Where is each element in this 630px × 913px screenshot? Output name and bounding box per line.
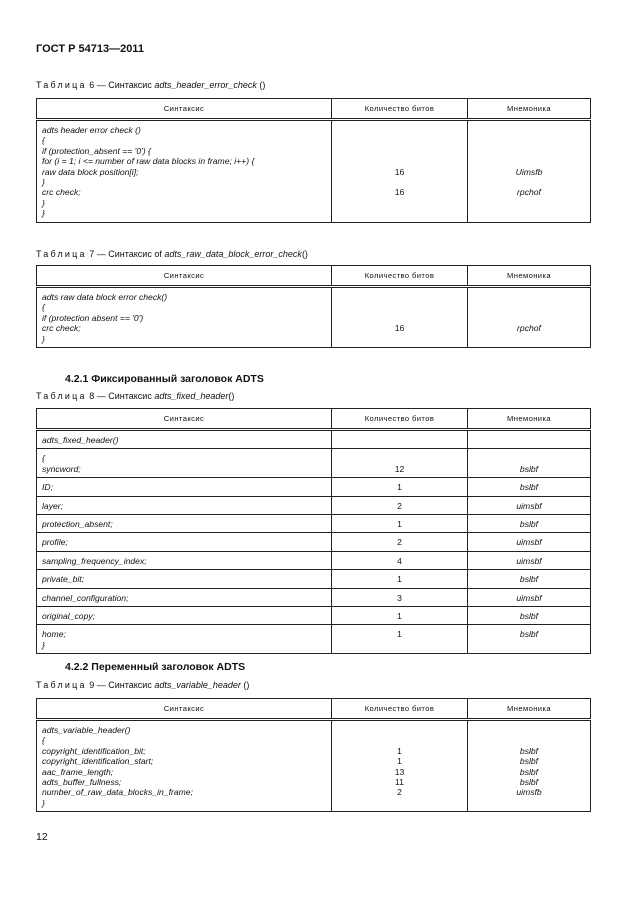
syntax-text: }: [42, 197, 45, 208]
table-row: [37, 287, 591, 348]
syntax-text: {: [42, 302, 45, 313]
bits-cell: [332, 514, 468, 532]
table-7: [36, 265, 591, 348]
mnemonic-text: [473, 798, 585, 808]
column-header-mnemonic: Мнемоника: [468, 266, 591, 287]
bits-text: 16: [394, 323, 405, 334]
syntax-cell: [37, 478, 332, 496]
syntax-cell: [37, 287, 332, 348]
table-header-row: [37, 99, 591, 120]
syntax-text: aac_frame_length;: [42, 766, 114, 777]
bits-cell: [332, 449, 468, 478]
column-header-syntax: Синтаксис: [37, 266, 332, 287]
bits-text: [337, 640, 462, 650]
mnemonic-text: [473, 334, 585, 344]
mnemonic-text: [473, 292, 585, 302]
mnemonic-text: [473, 198, 585, 208]
bits-text: [337, 302, 462, 312]
syntax-text: }: [42, 639, 45, 650]
mnemonic-cell: [468, 287, 591, 348]
bits-text: 11: [395, 776, 404, 787]
syntax-text: {: [42, 135, 45, 146]
section-heading-4-2-1: 4.2.1 Фиксированный заголовок ADTS: [65, 373, 264, 385]
syntax-cell: [37, 588, 332, 606]
syntax-text: home;: [42, 629, 66, 640]
page-number: 12: [36, 831, 48, 843]
mnemonic-cell: [468, 449, 591, 478]
mnemonic-cell: [468, 478, 591, 496]
syntax-text: ID;: [42, 482, 53, 493]
bits-text: 1: [397, 574, 402, 585]
mnemonic-cell: [468, 720, 591, 812]
mnemonic-text: [473, 135, 585, 145]
mnemonic-text: bslbf: [519, 766, 539, 777]
caption-num: 6 — Синтаксис: [89, 80, 152, 90]
column-header-syntax: Синтаксис: [37, 699, 332, 720]
table-row: [37, 625, 591, 654]
column-header-mnemonic: Мнемоника: [468, 409, 591, 430]
table-9-caption: [36, 680, 249, 690]
mnemonic-text: [473, 640, 585, 650]
bits-cell: [332, 430, 468, 449]
bits-text: 4: [397, 555, 402, 566]
syntax-text: syncword;: [42, 463, 81, 474]
mnemonic-cell: [468, 606, 591, 624]
syntax-text: adts raw data block error check(): [42, 292, 168, 302]
bits-text: 16: [394, 166, 405, 177]
syntax-text: adts_variable_header(): [42, 725, 131, 735]
syntax-text: layer;: [42, 500, 64, 511]
column-header-bits: Количество битов: [332, 266, 468, 287]
caption-num: 9 — Синтаксис: [89, 680, 152, 690]
mnemonic-text: [473, 435, 585, 445]
mnemonic-cell: [468, 120, 591, 223]
syntax-text: profile;: [42, 537, 68, 548]
mnemonic-cell: [468, 625, 591, 654]
caption-tail: (): [240, 680, 250, 690]
syntax-text: {: [42, 735, 45, 746]
mnemonic-text: Uimsfb: [515, 166, 543, 177]
document-header: ГОСТ Р 54713—2011: [36, 43, 144, 55]
syntax-text: if (protection absent == '0'): [42, 312, 144, 323]
mnemonic-text: [473, 146, 585, 156]
syntax-text: adts_buffer_fullness;: [42, 776, 122, 787]
bits-text: 1: [397, 518, 402, 529]
table-9: [36, 698, 591, 812]
column-header-mnemonic: Мнемоника: [468, 99, 591, 120]
syntax-text: sampling_frequency_index;: [42, 555, 147, 566]
column-header-syntax: Синтаксис: [37, 409, 332, 430]
table-row: [37, 514, 591, 532]
bits-text: [337, 725, 462, 735]
bits-cell: [332, 496, 468, 514]
table-row: [37, 449, 591, 478]
caption-word: Таблица: [36, 249, 87, 259]
bits-text: [337, 453, 462, 463]
column-header-bits: Количество битов: [332, 699, 468, 720]
bits-text: [337, 435, 462, 445]
syntax-cell: [37, 514, 332, 532]
mnemonic-text: [473, 125, 585, 135]
syntax-text: adts header error check (): [42, 125, 141, 135]
caption-name: adts_header_error_check: [154, 80, 257, 90]
caption-tail: (): [301, 249, 308, 259]
syntax-cell: [37, 570, 332, 588]
table-row: [37, 120, 591, 223]
caption-word: Таблица: [36, 680, 87, 690]
table-row: [37, 720, 591, 812]
syntax-text: copyright_identification_start;: [42, 756, 154, 767]
syntax-text: adts_fixed_header(): [42, 435, 119, 445]
table-header-row: [37, 266, 591, 287]
syntax-text: }: [42, 797, 45, 808]
syntax-text: }: [42, 176, 45, 187]
column-header-mnemonic: Мнемоника: [468, 699, 591, 720]
syntax-text: }: [42, 208, 45, 219]
mnemonic-cell: [468, 496, 591, 514]
syntax-cell: [37, 449, 332, 478]
caption-name: adts_fixed_header: [154, 391, 229, 401]
bits-cell: [332, 551, 468, 569]
table-8: [36, 408, 591, 654]
mnemonic-text: [473, 177, 585, 187]
column-header-bits: Количество битов: [332, 409, 468, 430]
section-heading-4-2-2: 4.2.2 Переменный заголовок ADTS: [65, 661, 246, 673]
mnemonic-cell: [468, 570, 591, 588]
mnemonic-text: [473, 453, 585, 463]
syntax-text: channel_configuration;: [42, 592, 129, 603]
mnemonic-text: bslbf: [519, 745, 539, 756]
bits-text: 2: [397, 500, 402, 511]
bits-text: 1: [397, 629, 402, 640]
bits-text: [337, 125, 462, 135]
caption-word: Таблица: [36, 80, 87, 90]
syntax-cell: [37, 625, 332, 654]
table-6-caption: [36, 80, 265, 90]
bits-cell: [332, 570, 468, 588]
table-header-row: [37, 409, 591, 430]
table-row: [37, 570, 591, 588]
bits-cell: [332, 287, 468, 348]
bits-cell: [332, 120, 468, 223]
syntax-text: private_bit;: [42, 574, 85, 585]
syntax-cell: [37, 496, 332, 514]
bits-text: [337, 146, 462, 156]
bits-cell: [332, 533, 468, 551]
caption-word: Таблица: [36, 391, 87, 401]
table-row: [37, 496, 591, 514]
mnemonic-text: uimsbf: [516, 500, 542, 511]
mnemonic-text: [473, 735, 585, 745]
syntax-cell: [37, 551, 332, 569]
column-header-bits: Количество битов: [332, 99, 468, 120]
caption-name: adts_raw_data_block_error_check: [164, 249, 302, 259]
table-row: [37, 533, 591, 551]
bits-text: 1: [397, 482, 402, 493]
mnemonic-text: uimsfb: [516, 787, 542, 798]
mnemonic-cell: [468, 533, 591, 551]
table-6: [36, 98, 591, 223]
bits-text: [337, 735, 462, 745]
table-7-caption: [36, 249, 308, 259]
syntax-text: if (protection_absent == '0') {: [42, 145, 151, 156]
mnemonic-cell: [468, 430, 591, 449]
syntax-cell: [37, 720, 332, 812]
table-row: [37, 478, 591, 496]
syntax-cell: [37, 120, 332, 223]
mnemonic-text: bslbf: [519, 629, 539, 640]
bits-text: 2: [397, 537, 402, 548]
table-row: [37, 588, 591, 606]
bits-text: [337, 798, 462, 808]
table-8-caption: [36, 391, 234, 401]
mnemonic-text: bslbf: [519, 756, 539, 767]
bits-text: 3: [397, 592, 402, 603]
table-row: [37, 606, 591, 624]
syntax-cell: [37, 533, 332, 551]
mnemonic-text: bslbf: [519, 776, 539, 787]
bits-cell: [332, 720, 468, 812]
bits-text: 1: [397, 756, 402, 767]
syntax-text: copyright_identification_bit;: [42, 745, 146, 756]
bits-text: [337, 292, 462, 302]
mnemonic-text: [473, 208, 585, 218]
bits-text: 13: [394, 766, 405, 777]
mnemonic-cell: [468, 551, 591, 569]
syntax-cell: [37, 606, 332, 624]
bits-text: 16: [394, 187, 405, 198]
syntax-text: }: [42, 333, 45, 344]
mnemonic-text: [473, 725, 585, 735]
syntax-text: for (i = 1; i <= number of raw data blocks in frame; i++) {: [42, 156, 255, 167]
bits-text: 12: [394, 463, 405, 474]
syntax-text: number_of_raw_data_blocks_in_frame;: [42, 787, 193, 798]
syntax-text: raw data block position[i];: [42, 166, 139, 177]
bits-cell: [332, 606, 468, 624]
column-header-syntax: Синтаксис: [37, 99, 332, 120]
table-header-row: [37, 699, 591, 720]
mnemonic-text: [473, 313, 585, 323]
bits-text: [337, 156, 462, 166]
mnemonic-text: uimsbf: [516, 555, 542, 566]
mnemonic-text: bslbf: [519, 482, 539, 493]
bits-text: 1: [397, 610, 402, 621]
bits-text: 2: [397, 787, 402, 798]
syntax-text: protection_absent;: [42, 518, 113, 529]
mnemonic-cell: [468, 588, 591, 606]
mnemonic-text: [473, 156, 585, 166]
mnemonic-text: bslbf: [519, 463, 539, 474]
bits-text: [337, 135, 462, 145]
mnemonic-cell: [468, 514, 591, 532]
bits-cell: [332, 588, 468, 606]
syntax-text: {: [42, 453, 45, 464]
syntax-text: crc check;: [42, 323, 81, 334]
syntax-text: crc check;: [42, 187, 81, 198]
table-row: [37, 551, 591, 569]
mnemonic-text: rpchof: [517, 187, 541, 198]
bits-cell: [332, 625, 468, 654]
mnemonic-text: bslbf: [519, 574, 539, 585]
caption-name: adts_variable_header: [154, 680, 241, 690]
syntax-text: original_copy;: [42, 610, 96, 621]
caption-tail: (): [228, 391, 235, 401]
mnemonic-text: rpchof: [517, 323, 541, 334]
bits-text: [337, 208, 462, 218]
bits-text: 1: [397, 745, 402, 756]
mnemonic-text: uimsbf: [516, 537, 542, 548]
table-row: [37, 430, 591, 449]
bits-text: [337, 334, 462, 344]
mnemonic-text: uimsbf: [516, 592, 542, 603]
bits-text: [337, 198, 462, 208]
syntax-cell: [37, 430, 332, 449]
bits-text: [337, 177, 462, 187]
caption-num: 7 — Синтаксис of: [89, 249, 162, 259]
bits-text: [337, 313, 462, 323]
caption-num: 8 — Синтаксис: [89, 391, 152, 401]
caption-tail: (): [256, 80, 266, 90]
mnemonic-text: bslbf: [519, 518, 539, 529]
bits-cell: [332, 478, 468, 496]
mnemonic-text: bslbf: [519, 610, 539, 621]
mnemonic-text: [473, 302, 585, 312]
